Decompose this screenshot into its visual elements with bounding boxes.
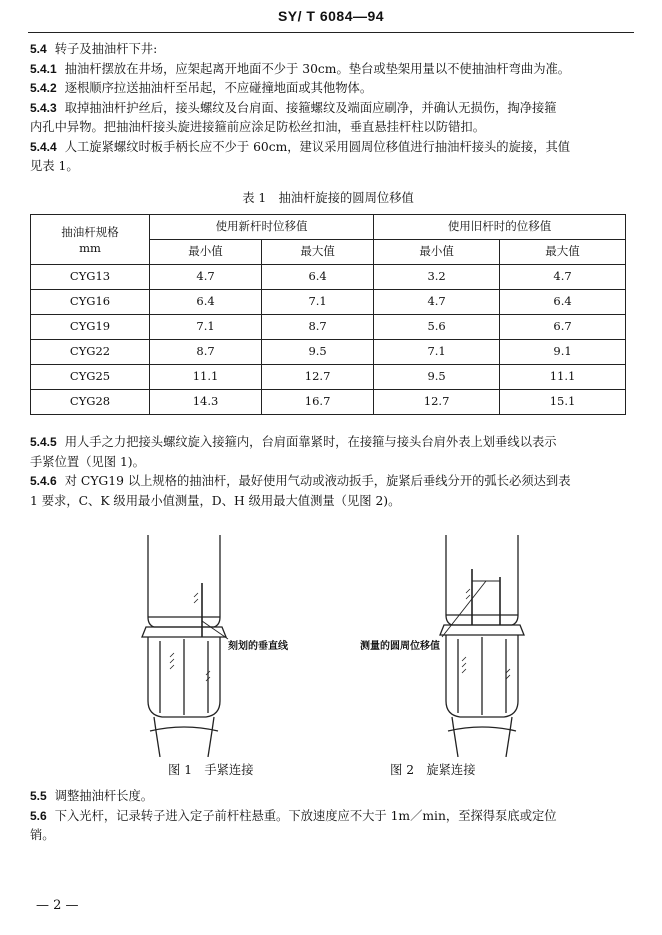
section-number: 5.4.4 — [30, 139, 57, 154]
col-header-new-max: 最大值 — [262, 240, 374, 265]
col-group-old: 使用旧杆时的位移值 — [374, 215, 626, 240]
section-text: 转子及抽油杆下井: — [54, 42, 158, 56]
displacement-table — [30, 214, 626, 415]
header-rule — [28, 32, 634, 33]
section-text: 抽油杆摆放在井场，应架起离开地面不少于 30cm。垫台或垫架用量以不使抽油杆弯曲为准。 — [64, 61, 571, 76]
cell-old-max: 6.7 — [500, 315, 626, 340]
section-number: 5.5 — [30, 789, 47, 803]
cell-spec: CYG25 — [31, 365, 150, 390]
table-row — [31, 340, 626, 365]
cell-old-min: 5.6 — [374, 315, 500, 340]
section-5-4-2 — [30, 79, 626, 99]
cell-spec: CYG22 — [31, 340, 150, 365]
cell-new-min: 14.3 — [150, 390, 262, 415]
cell-new-max: 7.1 — [262, 290, 374, 315]
col-group-new: 使用新杆时位移值 — [150, 215, 374, 240]
document-body — [30, 40, 626, 846]
cell-old-max: 15.1 — [500, 390, 626, 415]
section-text: 下入光杆，记录转子进入定子前杆柱悬重。下放速度应不大于 1m／min，至探得泵底或定位 — [54, 808, 557, 823]
table-caption: 表 1 抽油杆旋接的圆周位移值 — [242, 190, 414, 205]
cell-old-max: 11.1 — [500, 365, 626, 390]
cell-old-min: 3.2 — [374, 265, 500, 290]
cell-new-min: 4.7 — [150, 265, 262, 290]
col-header-spec — [31, 215, 150, 265]
cell-old-max: 4.7 — [500, 265, 626, 290]
cell-new-min: 11.1 — [150, 365, 262, 390]
figure-2-caption: 图 2 旋紧连接 — [390, 763, 476, 777]
section-5-4-6 — [30, 472, 626, 492]
cell-old-min: 4.7 — [374, 290, 500, 315]
section-number: 5.4 — [30, 42, 47, 56]
cell-spec: CYG28 — [31, 390, 150, 415]
joint-illustrations — [30, 525, 626, 757]
section-text: 取掉抽油杆护丝后，接头螺纹及台肩面、接箍螺纹及端面应刷净，并确认无损伤，掏净接箍 — [64, 100, 557, 115]
section-5-4-1 — [30, 60, 626, 80]
cell-new-max: 9.5 — [262, 340, 374, 365]
section-5-4-3-cont: 内孔中异物。把抽油杆接头旋进接箍前应涂足防松丝扣油，垂直悬挂杆柱以防错扣。 — [30, 120, 485, 134]
cell-spec: CYG16 — [31, 290, 150, 315]
figure-1-drawing — [142, 535, 228, 757]
section-text: 用人手之力把接头螺纹旋入接箍内，台肩面靠紧时，在接箍与接头台肩外表上划垂线以表示 — [64, 435, 557, 449]
section-text: 人工旋紧螺纹时板手柄长应不少于 60cm，建议采用圆周位移值进行抽油杆接头的旋接，其值 — [64, 139, 571, 154]
figure-2-drawing — [440, 535, 524, 757]
section-5-4-5-cont: 手紧位置（见图 1)。 — [30, 454, 145, 469]
cell-old-min: 9.5 — [374, 365, 500, 390]
cell-new-min: 6.4 — [150, 290, 262, 315]
col-header-spec-line1: 抽油杆规格 — [61, 224, 119, 239]
section-text: 逐根顺序拉送抽油杆至吊起，不应碰撞地面或其他物体。 — [64, 81, 373, 95]
section-text: 对 CYG19 以上规格的抽油杆，最好使用气动或液动扳手，旋紧后垂线分开的弧长必须达到表 — [64, 474, 571, 488]
section-5-4-5 — [30, 433, 626, 453]
cell-old-max: 6.4 — [500, 290, 626, 315]
figure-1-caption: 图 1 手紧连接 — [168, 763, 254, 777]
section-number: 5.4.3 — [30, 100, 57, 115]
section-number: 5.6 — [30, 808, 47, 823]
section-5-4 — [30, 40, 626, 60]
cell-spec: CYG13 — [31, 265, 150, 290]
standard-code: SY/ T 6084—94 — [277, 8, 385, 24]
page-number: — 2 — — [36, 898, 79, 913]
section-5-6-cont: 销。 — [30, 828, 55, 842]
section-5-4-4 — [30, 138, 626, 158]
section-5-4-3 — [30, 99, 626, 119]
section-5-4-4-cont: 见表 1。 — [30, 159, 79, 173]
section-5-6 — [30, 807, 626, 827]
table-row — [31, 265, 626, 290]
section-5-4-6-cont: 1 要求，C、K 级用最小值测量，D、H 级用最大值测量（见图 2)。 — [30, 493, 401, 508]
section-number: 5.4.1 — [30, 61, 57, 76]
cell-new-max: 6.4 — [262, 265, 374, 290]
cell-new-min: 7.1 — [150, 315, 262, 340]
cell-old-min: 7.1 — [374, 340, 500, 365]
figure-2-label: 测量的圆周位移值 — [360, 641, 440, 652]
cell-new-max: 12.7 — [262, 365, 374, 390]
cell-new-min: 8.7 — [150, 340, 262, 365]
table-row — [31, 315, 626, 340]
section-number: 5.4.6 — [30, 474, 57, 488]
col-header-old-min: 最小值 — [374, 240, 500, 265]
col-header-new-min: 最小值 — [150, 240, 262, 265]
figures-area — [30, 525, 626, 787]
col-header-spec-line2: mm — [79, 240, 101, 255]
col-header-old-max: 最大值 — [500, 240, 626, 265]
section-number: 5.4.2 — [30, 81, 57, 95]
section-text: 调整抽油杆长度。 — [54, 789, 154, 803]
cell-old-min: 12.7 — [374, 390, 500, 415]
figure-1-label: 刻划的垂直线 — [228, 641, 288, 652]
cell-new-max: 16.7 — [262, 390, 374, 415]
section-5-5 — [30, 787, 626, 807]
table-row — [31, 390, 626, 415]
cell-old-max: 9.1 — [500, 340, 626, 365]
cell-spec: CYG19 — [31, 315, 150, 340]
section-number: 5.4.5 — [30, 435, 57, 449]
table-row — [31, 365, 626, 390]
table-row — [31, 290, 626, 315]
cell-new-max: 8.7 — [262, 315, 374, 340]
